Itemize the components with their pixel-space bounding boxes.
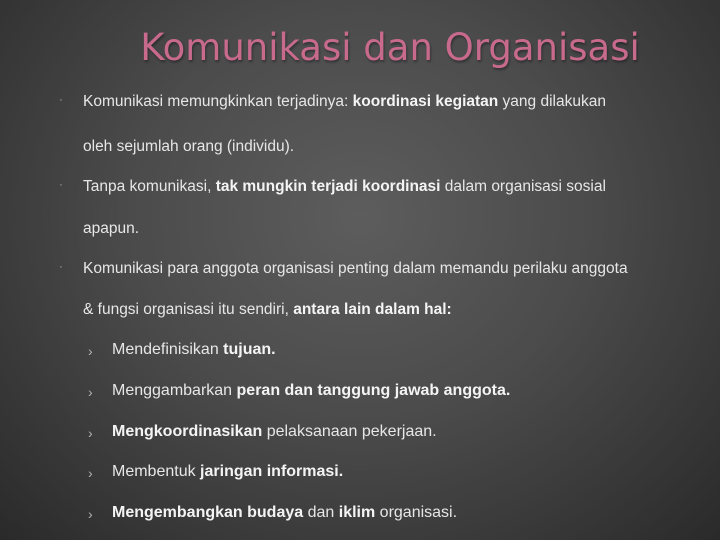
subitem-3-text: pelaksanaan pekerjaan. [262, 423, 437, 440]
subitem-2-emphasis: peran dan tanggung jawab anggota. [236, 382, 511, 399]
subitem-5-emphasis-2: iklim [338, 504, 376, 521]
bullet-1-line-2: oleh sejumlah orang (individu). [83, 138, 295, 155]
subitem-1 [112, 341, 276, 359]
bullet-1-line-1 [83, 93, 606, 111]
subitem-5-text: dan [303, 504, 339, 521]
subitem-5 [112, 504, 457, 522]
bullet-1-text-end: yang dilakukan [498, 93, 606, 110]
bullet-2-line-1 [83, 178, 606, 196]
chevron-right-icon: › [88, 506, 93, 522]
bullet-dot-icon: · [59, 94, 63, 106]
subitem-3-emphasis: Mengkoordinasikan [112, 423, 263, 440]
subitem-1-emphasis: tujuan. [223, 341, 276, 358]
subitem-5-emphasis: Mengembangkan budaya [112, 504, 304, 521]
bullet-2-emphasis: tak mungkin terjadi koordinasi [215, 178, 441, 195]
bullet-dot-icon: · [59, 261, 63, 273]
subitem-4-emphasis: jaringan informasi. [200, 463, 344, 480]
subitem-3 [112, 423, 437, 441]
subitem-2 [112, 382, 510, 400]
chevron-right-icon: › [88, 465, 93, 481]
bullet-2-line-2: apapun. [83, 220, 140, 237]
bullet-3-line-2 [83, 301, 452, 319]
bullet-3-text: & fungsi organisasi itu sendiri, [83, 301, 294, 318]
chevron-right-icon: › [88, 425, 93, 441]
chevron-right-icon: › [88, 343, 93, 359]
subitem-1-text: Mendefinisikan [112, 341, 224, 358]
subitem-4-text: Membentuk [112, 463, 201, 480]
bullet-1-emphasis: koordinasi kegiatan [352, 93, 499, 110]
bullet-dot-icon: · [59, 179, 63, 191]
bullet-2-text-end: dalam organisasi sosial [440, 178, 606, 195]
bullet-1-text: Komunikasi memungkinkan terjadinya: [83, 93, 353, 110]
bullet-3-emphasis: antara lain dalam hal: [293, 301, 452, 318]
subitem-4 [112, 463, 343, 481]
bullet-3-line-1: Komunikasi para anggota organisasi penting dalam memandu perilaku anggota [83, 260, 628, 277]
subitem-5-text-end: organisasi. [375, 504, 458, 521]
subitem-2-text: Menggambarkan [112, 382, 237, 399]
bullet-2-text: Tanpa komunikasi, [83, 178, 216, 195]
slide-title: Komunikasi dan Organisasi [140, 26, 640, 69]
chevron-right-icon: › [88, 384, 93, 400]
